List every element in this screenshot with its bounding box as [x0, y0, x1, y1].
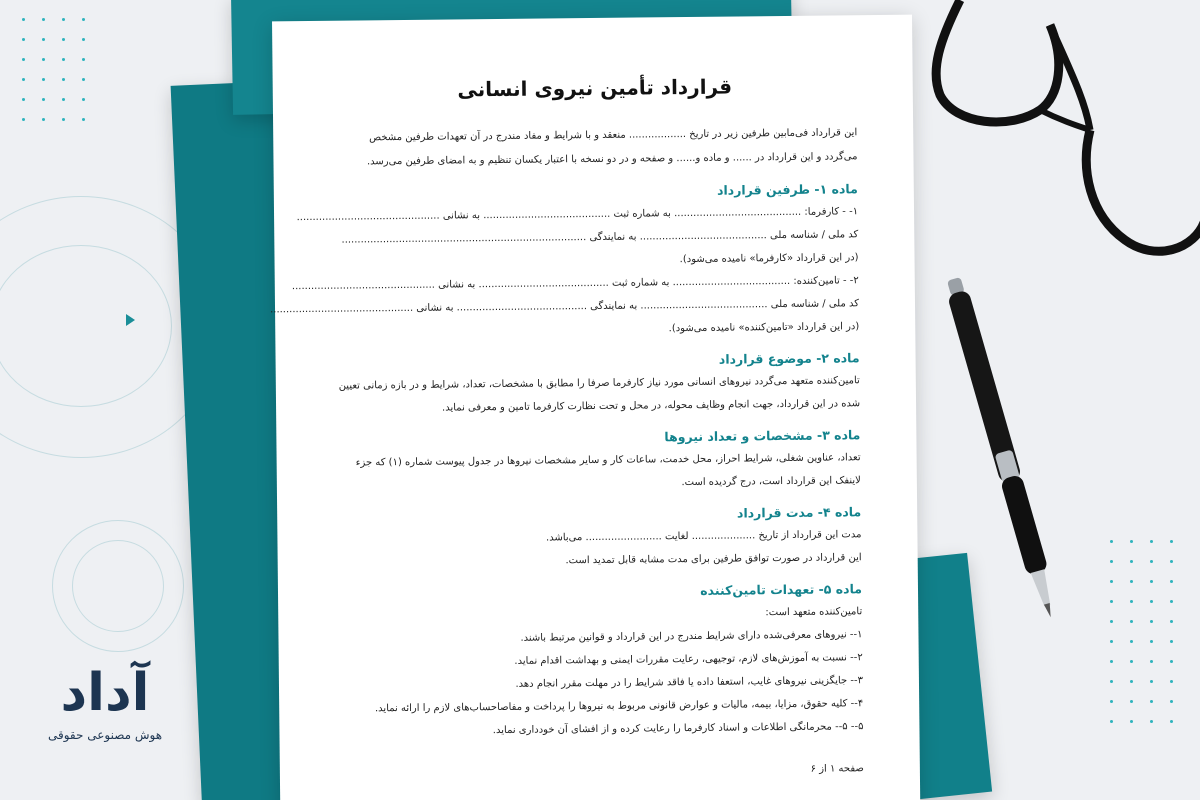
deco-dot — [1110, 580, 1113, 583]
s1-line-1: ۱- - کارفرما: ........................................ به شماره ثبت ........................................ به نشانی ............................................. — [296, 206, 859, 224]
dot-grid-right — [1110, 540, 1174, 740]
deco-dot — [1170, 620, 1173, 623]
deco-dot — [1150, 600, 1153, 603]
deco-dot — [1110, 640, 1113, 643]
deco-dot — [22, 118, 25, 121]
deco-dot — [22, 98, 25, 101]
deco-dot — [82, 98, 85, 101]
logo-mark: آداد — [60, 663, 150, 723]
deco-dot — [1150, 720, 1153, 723]
deco-dot — [1170, 680, 1173, 683]
deco-dot — [1170, 660, 1173, 663]
deco-dot — [1130, 700, 1133, 703]
section-2-title: ماده ۲- موضوع قرارداد — [718, 350, 860, 367]
deco-dot — [1110, 560, 1113, 563]
deco-dot — [62, 18, 65, 21]
deco-dot — [1110, 680, 1113, 683]
deco-dot — [1130, 540, 1133, 543]
s3-line-1: تعداد، عناوین شغلی، شرایط احراز، محل خدمت، ساعات کار و سایر مشخصات نیروها در جدول پیوست شماره (۱) که جزء — [355, 452, 861, 469]
brand-logo — [40, 662, 170, 742]
deco-dot — [62, 98, 65, 101]
deco-dot — [82, 38, 85, 41]
deco-dot — [1170, 540, 1173, 543]
deco-dot — [1150, 700, 1153, 703]
document-title: قرارداد تأمین نیروی انسانی — [457, 74, 733, 102]
deco-dot — [42, 98, 45, 101]
glasses-icon — [900, 0, 1200, 300]
deco-dot — [1130, 560, 1133, 563]
deco-dot — [22, 78, 25, 81]
deco-dot — [1110, 700, 1113, 703]
deco-dot — [1170, 720, 1173, 723]
deco-dot — [1150, 580, 1153, 583]
deco-dot — [1170, 580, 1173, 583]
deco-dot — [22, 58, 25, 61]
deco-dot — [42, 118, 45, 121]
deco-dot — [1150, 640, 1153, 643]
deco-dot — [62, 58, 65, 61]
page-number: صفحه ۱ از ۶ — [810, 763, 864, 775]
deco-dot — [62, 118, 65, 121]
intro-line-1: این قرارداد فی‌مابین طرفین زیر در تاریخ .................. منعقد و با شرایط و مفاد مندرج در آن تعهدات طرفین مشخص — [368, 127, 858, 144]
deco-dot — [1130, 600, 1133, 603]
s5-line-5: ۵-- ۵-- محرمانگی اطلاعات و اسناد کارفرما را رعایت کرده و از افشای آن خودداری نماید. — [492, 721, 864, 737]
s2-line-1: تامین‌کننده متعهد می‌گردد نیروهای انسانی مورد نیاز کارفرما صرفا را مطابق با مشخصات، تعداد، شرایط و در بازه زمانی تعیین — [338, 375, 860, 392]
section-5-title: ماده ۵- تعهدات تامین‌کننده — [700, 581, 863, 598]
section-3-title: ماده ۳- مشخصات و تعداد نیروها — [664, 427, 861, 445]
deco-dot — [62, 78, 65, 81]
deco-dot — [1110, 600, 1113, 603]
deco-dot — [1130, 640, 1133, 643]
s1-line-6: (در این قرارداد «تامین‌کننده» نامیده می‌شود). — [668, 321, 860, 335]
deco-dot — [1130, 720, 1133, 723]
deco-dot — [1150, 560, 1153, 563]
deco-triangle — [126, 314, 135, 326]
deco-dot — [22, 38, 25, 41]
section-4-title: ماده ۴- مدت قرارداد — [736, 504, 862, 521]
deco-dot — [42, 18, 45, 21]
deco-dot — [62, 38, 65, 41]
dot-grid-top-left — [22, 18, 86, 128]
deco-dot — [82, 118, 85, 121]
s1-line-5: کد ملی / شناسه ملی ........................................ به نمایندگی ......................................... به نشانی ............................................. — [270, 298, 860, 316]
s4-line-2: این قرارداد در صورت توافق طرفین برای مدت مشابه قابل تمدید است. — [565, 552, 862, 567]
deco-dot — [1130, 680, 1133, 683]
deco-dot — [1130, 620, 1133, 623]
deco-dot — [1110, 720, 1113, 723]
s2-line-2: شده در این قرارداد، جهت انجام وظایف محوله، در محل و تحت نظارت کارفرما تامین و معرفی نماید. — [441, 398, 861, 414]
pen-icon — [930, 270, 1090, 630]
s3-line-2: لاینفک این قرارداد است، درج گردیده است. — [681, 475, 861, 489]
s1-line-4: ۲- - تامین‌کننده: ..................................... به شماره ثبت ......................................... به نشانی ............................................. — [291, 275, 859, 293]
s5-line-1: ۱-- نیروهای معرفی‌شده دارای شرایط مندرج در این قرارداد و قوانین مرتبط باشند. — [520, 629, 863, 644]
intro-line-2: می‌گردد و این قرارداد در ...... و ماده و...... و صفحه و در دو نسخه با اعتبار یکسان تنظیم و به امضای طرفین می‌رسد. — [366, 151, 858, 168]
deco-dot — [1170, 600, 1173, 603]
deco-dot — [22, 18, 25, 21]
deco-dot — [82, 78, 85, 81]
s5-line-0: تامین‌کننده متعهد است: — [765, 606, 863, 619]
deco-dot — [1170, 700, 1173, 703]
s5-line-2: ۲-- نسبت به آموزش‌های لازم، توجیهی، رعایت مقررات ایمنی و بهداشت اقدام نماید. — [514, 652, 863, 667]
intro-paragraph — [333, 121, 857, 174]
contract-page — [272, 15, 920, 800]
deco-dot — [1150, 660, 1153, 663]
s1-line-2: کد ملی / شناسه ملی ........................................ به نمایندگی ............................................................................. — [341, 229, 859, 246]
s5-line-4: ۴-- کلیه حقوق، مزایا، بیمه، مالیات و عوارض قانونی مربوط به نیروها را پرداخت و مفاصاحساب‌های لازم را ارائه نماید. — [374, 698, 864, 715]
deco-dot — [1110, 660, 1113, 663]
deco-dot — [42, 58, 45, 61]
section-1-title: ماده ۱- طرفین قرارداد — [716, 181, 858, 198]
deco-dot — [1110, 620, 1113, 623]
deco-dot — [1150, 620, 1153, 623]
deco-dot — [42, 38, 45, 41]
s5-line-3: ۳-- جایگزینی نیروهای غایب، استعفا داده یا فاقد شرایط را در مهلت مقرر انجام دهد. — [515, 675, 864, 690]
deco-dot — [82, 58, 85, 61]
deco-dot — [82, 18, 85, 21]
deco-dot — [1150, 680, 1153, 683]
deco-dot — [1130, 660, 1133, 663]
deco-dot — [1130, 580, 1133, 583]
logo-subtitle: هوش مصنوعی حقوقی — [47, 728, 163, 742]
deco-ring-bottom-inner — [72, 540, 164, 632]
s1-line-3: (در این قرارداد «کارفرما» نامیده می‌شود). — [679, 252, 859, 266]
deco-dot — [42, 78, 45, 81]
s4-line-1: مدت این قرارداد از تاریخ .................... لغایت ........................ می‌باشد. — [545, 529, 862, 544]
deco-dot — [1150, 540, 1153, 543]
contract-body — [270, 73, 864, 743]
deco-dot — [1170, 560, 1173, 563]
deco-dot — [1170, 640, 1173, 643]
deco-dot — [1110, 540, 1113, 543]
